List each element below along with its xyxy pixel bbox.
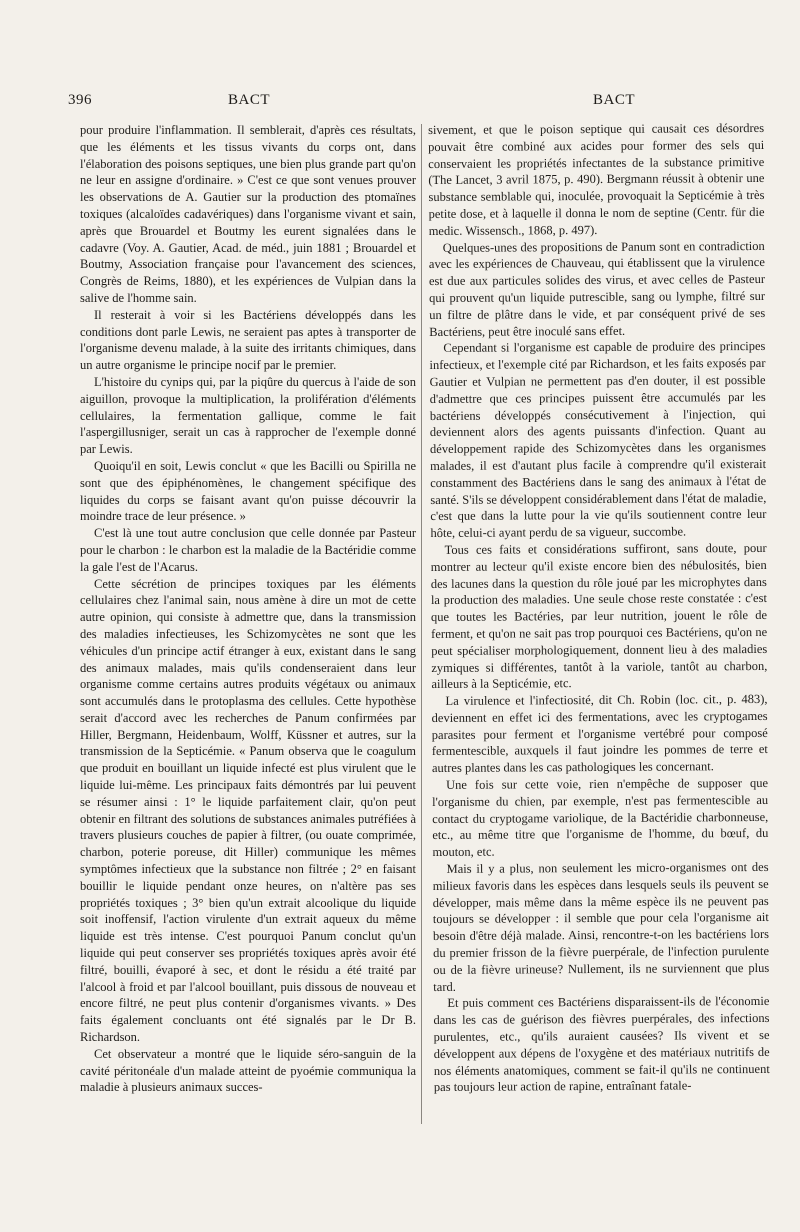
paragraph: C'est là une tout autre conclusion que celle donnée par Pasteur pour le charbon : le charbon est la maladie de la Bactéridie comme la gale l'est de l'Acarus. (80, 526, 416, 574)
paragraph: Et puis comment ces Bactériens disparaissent-ils de l'économie dans les cas de guérison des fièvres puerpérales, des infections purulentes, etc., qu'ils auraient causées? Ils vivent et se développent aux dépens de l'oxygène et des matériaux nutritifs de nos éléments anatomiques, comment se fait-il qu'ils ne continuent pas toujours leur action de rapine, entraînant fatale- (433, 994, 770, 1095)
paragraph: Cette sécrétion de principes toxiques par les éléments cellulaires chez l'animal sain, nous amène à dire un mot de cette autre opinion, qui consiste à admettre que, dans la transmission des maladies infectieuses, les Schizomycètes ne sont que les véhicules d'un principe actif étranger à eux, existant dans le sang des animaux malades, mais qu'ils condenseraient dans leur organisme comme certains autres produits végétaux ou animaux sont accumulés dans le protoplasma des cellules. Cette hypothèse serait d'accord avec les recherches de Panum confirmées par Hiller, Bergmann, Heidenbaum, Wolff, Küssner et autres, sur la transmission de la Septicémie. « Panum observa que le coagulum que produit en bouillant un liquide infecté est plus virulent que le liquide lui-même. Les principaux faits démontrés par lui peuvent se résumer ainsi : 1° le liquide parfaitement clair, qu'on peut obtenir en filtrant des solutions de substances animales putréfiées à travers plusieurs couches de papier à filtrer, (ou ouate comprimée, charbon, poterie poreuse, dit Hiller) communique les mêmes symptômes infectieux que la substance non filtrée ; 2° en faisant bouillir le liquide pendant onze heures, on n'altère pas ses propriétés toxiques ; 3° bien qu'un extrait alcoolique du liquide soit inoffensif, l'action virulente d'un extrait aqueux du même liquide est très intense. C'est pourquoi Panum conclut qu'un liquide qui peut conserver ses propriétés toxiques après avoir été filtré, bouilli, évaporé à sec, et dont le résidu a été traité par l'alcool à froid et par l'alcool bouillant, puis dissous de nouveau et encore filtré, ne peut plus contenir d'organismes vivants. » Des faits également concluants ont été signalés par le Dr B. Richardson. (80, 576, 416, 1045)
paragraph: Cet observateur a montré que le liquide séro-sanguin de la cavité péritonéale d'un malade atteint de pyoémie communiqua la maladie à plusieurs animaux succes- (80, 1046, 416, 1095)
paragraph: sivement, et que le poison septique qui causait ces désordres pouvait être combiné aux acides pour former des sels qui conservaient les propriétés infectantes de la substance primitive (The Lancet, 3 avril 1875, p. 490). Bergmann réussit à obtenir une substance semblable qui, inoculée, provoquait la Septicémie à très petite dose, et à laquelle il donna le nom de septine (Centr. für die medic. Wissensch., 1868, p. 497). (428, 120, 765, 238)
paragraph: La virulence et l'infectiosité, dit Ch. Robin (loc. cit., p. 483), deviennent en effet ici des fermentations, avec les cryptogames parasites pour ferment et l'organisme vertébré pour composé fermentescible, auxquels il faut joindre les pommes de terre et autres plantes dans les cas pathologiques les concernant. (431, 692, 768, 776)
paragraph: Il resterait à voir si les Bactériens développés dans les conditions dont parle Lewis, ne seraient pas aptes à transporter de l'organisme devenu malade, à la suite des irritants chimiques, dans un autre organisme le principe nocif par le premier. (80, 307, 416, 373)
paragraph: pour produire l'inflammation. Il semblerait, d'après ces résultats, que les éléments et les tissus vivants du corps ont, dans l'élaboration des poisons septiques, une bien plus grande part qu'on ne leur en assigne d'ordinaire. » C'est ce que sont venues prouver les observations de A. Gautier sur la production des ptomaïnes toxiques (alcaloïdes cadavériques) dans l'organisme vivant et sain, après que Brouardel et Boutmy les eurent signalées dans le cadavre (Voy. A. Gautier, Acad. de méd., juin 1881 ; Brouardel et Boutmy, Association française pour l'avancement des sciences, Congrès de Reims, 1880), et les expériences de Vulpian dans la salive de l'homme sain. (80, 123, 416, 305)
right-column (428, 120, 770, 1096)
paragraph: Quelques-unes des propositions de Panum sont en contradiction avec les expériences de Chauveau, qui établissent que la virulence est due aux particules solides des virus, et avec celles de Pasteur qui prouvent qu'un liquide putrescible, sang ou lymphe, filtré sur un filtre de plâtre dans le vide, et par conséquent privé de ses Bactériens, peut être inoculé sans effet. (428, 238, 766, 339)
paragraph: Tous ces faits et considérations suffiront, sans doute, pour montrer au lecteur qu'il existe encore bien des nébulosités, bien des lacunes dans la question du rôle joué par les microphytes dans la production des maladies. Une seule chose reste constatée : c'est que toutes les Bactéries, par leur nutrition, jouent le rôle de ferment, et qu'on ne sait pas trop pourquoi ces Bactériens, qu'on ne peut spécialiser morphologiquement, donnent lieu à des maladies zymiques si différentes, tantôt à la variole, tantôt au charbon, ailleurs à la Septicémie, etc. (430, 540, 768, 692)
running-head-left: BACT (228, 92, 271, 108)
left-column (80, 122, 416, 1096)
column-divider (421, 124, 422, 1124)
paragraph: L'histoire du cynips qui, par la piqûre du quercus à l'aide de son aiguillon, provoque la multiplication, la prolifération d'éléments cellulaires, la fermentation gallique, comme le fait l'aspergillusniger, serait un cas à rapprocher de l'exemple donné par Lewis. (80, 374, 416, 457)
paragraph: Quoiqu'il en soit, Lewis conclut « que les Bacilli ou Spirilla ne sont que des épiphénomènes, le changement spécifique des liquides du corps se faisant avant qu'on puisse découvrir la moindre trace de leur présence. » (80, 458, 416, 524)
paragraph: Mais il y a plus, non seulement les micro-organismes ont des milieux favoris dans les espèces dans lesquels seuls ils peuvent se développer, mais même dans la même espèce ils ne peuvent pas toujours se développer : il semble que pour cela l'organisme ait besoin d'être déjà malade. Ainsi, rencontre-t-on les bactériens lors du premier frisson de la fièvre puerpérale, de l'infection purulente ou de la fièvre urineuse? Nullement, ils ne surviennent que plus tard. (432, 859, 770, 994)
paragraph: Une fois sur cette voie, rien n'empêche de supposer que l'organisme du chien, par exemple, n'est pas fermentescible au contact du cryptogame variolique, de la Bactéridie charbonneuse, etc., au même titre que l'organisme de l'homme, du bœuf, du mouton, etc. (432, 776, 769, 860)
running-head-right: BACT (593, 92, 636, 108)
paragraph: Cependant si l'organisme est capable de produire des principes infectieux, et l'exemple cité par Richardson, et les faits exposés par Gautier et Vulpian ne permettent pas d'en douter, il est possible d'admettre que ces principes puissent être accumulés par les bactériens développés consécutivement à l'injection, qui deviennent alors des agents puissants d'infection. Quant au développement rapide des Schizomycètes dans les organismes malades, il est d'autant plus facile à comprendre qu'il existerait constamment des Bactériens dans le sang des animaux à l'état de santé. S'ils se développent considérablement dans l'état de maladie, c'est que dans la lutte pour la vie qu'ils soutiennent contre leur hôte, celui-ci ayant perdu de sa vigueur, succombe. (429, 339, 767, 541)
page-number: 396 (68, 92, 92, 108)
page-header (68, 92, 752, 114)
